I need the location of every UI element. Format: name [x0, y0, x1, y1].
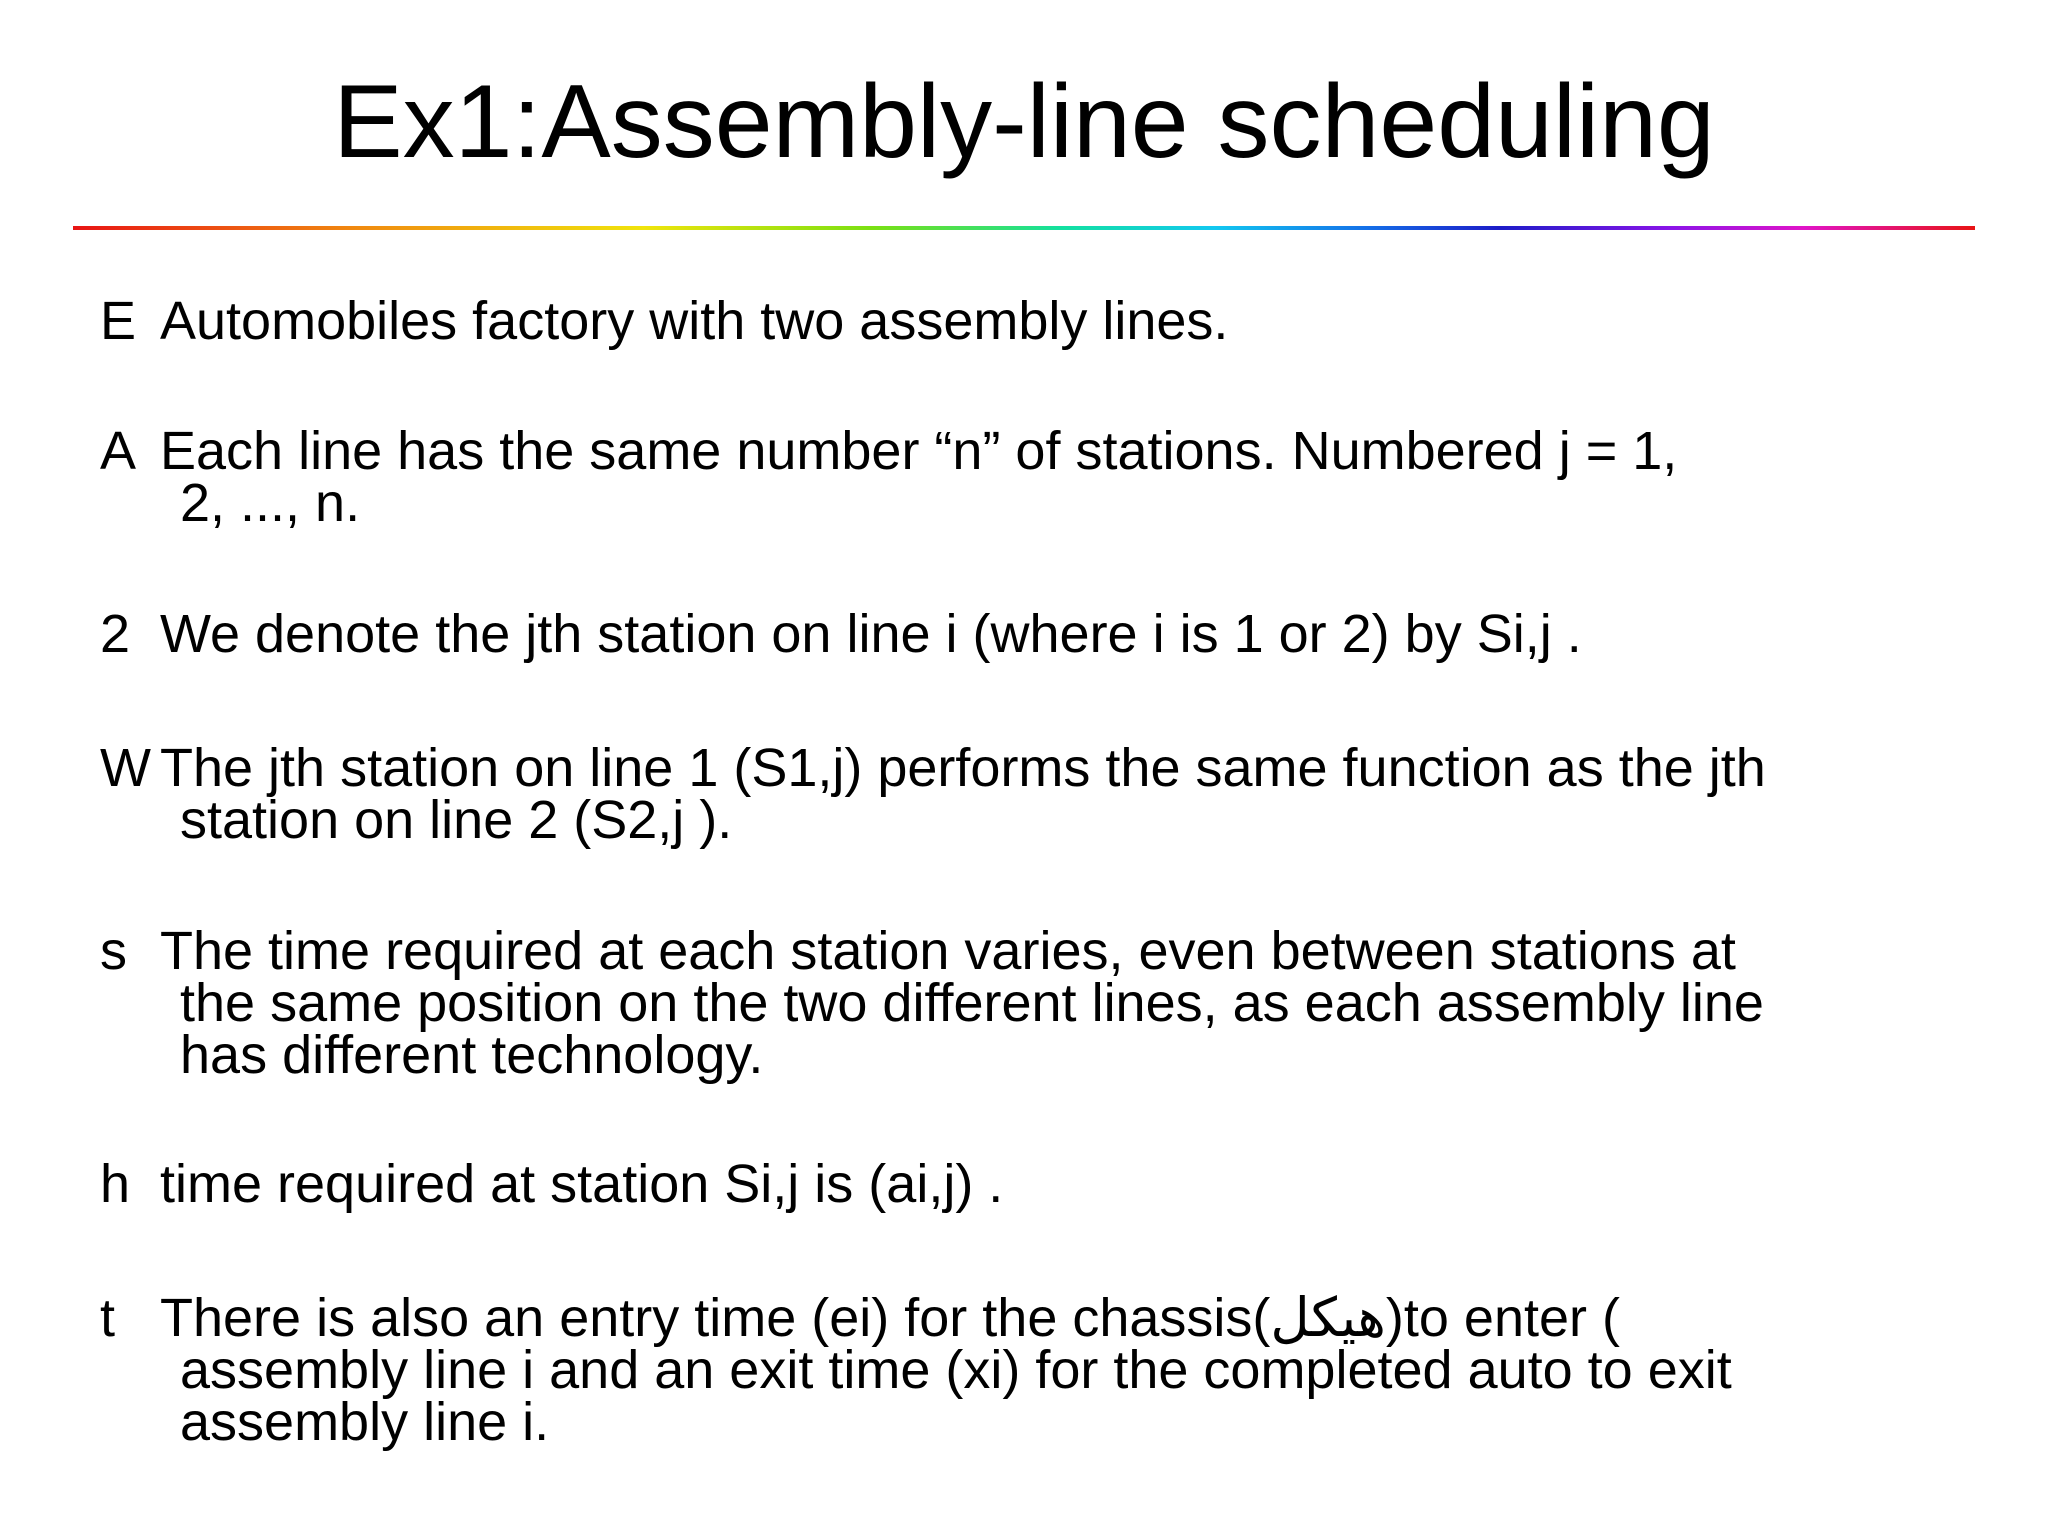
bullet-marker: t — [100, 1288, 116, 1348]
title-divider — [73, 226, 1975, 230]
bullet-item-factory — [100, 291, 1980, 351]
bullet-marker: s — [100, 921, 127, 981]
slide-title: Ex1:Assembly-line scheduling — [333, 64, 1715, 180]
bullet-item-notation — [100, 604, 1980, 664]
bullet-text: Automobiles factory with two assembly lines. — [160, 291, 1229, 351]
bullet-text: Each line has the same number “n” of stations. Numbered j = 1, 2, ..., n. — [160, 421, 1678, 533]
bullet-item-stations — [100, 421, 1980, 533]
bullet-text: The jth station on line 1 (S1,j) performs the same function as the jth station on line 2 (S2,j ). — [160, 738, 1766, 850]
bullet-marker: A — [100, 421, 137, 481]
bullet-marker: E — [100, 291, 137, 351]
bullet-text: We denote the jth station on line i (where i is 1 or 2) by Si,j . — [160, 604, 1582, 664]
bullet-marker: W — [100, 738, 151, 798]
bullet-item-entry-exit — [100, 1288, 1980, 1452]
bullet-item-same-function — [100, 738, 1980, 850]
bullet-text: There is also an entry time (ei) for the chassis(هيكل)to enter ( assembly line i and an exit time (xi) for the completed auto to exit assembly line i. — [160, 1288, 1732, 1452]
bullet-item-time-varies — [100, 921, 1980, 1085]
bullet-marker: 2 — [100, 604, 131, 664]
bullet-marker: h — [100, 1154, 131, 1214]
bullet-item-time-required — [100, 1154, 1980, 1214]
bullet-text: The time required at each station varies, even between stations at the same position on the two different lines, as each assembly line has different technology. — [160, 921, 1764, 1085]
bullet-text: time required at station Si,j is (ai,j) . — [160, 1154, 1004, 1214]
